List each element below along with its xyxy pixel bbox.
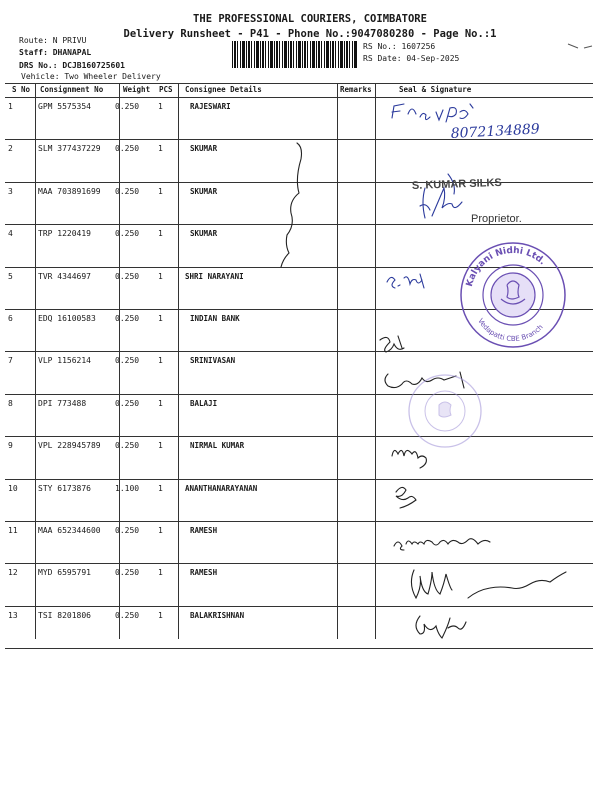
signature-row-10 xyxy=(396,487,416,508)
stamp-proprietor: Proprietor. xyxy=(471,213,522,225)
row-consignee: RAMESH xyxy=(190,568,218,578)
row-weight: 1.100 xyxy=(115,483,140,493)
row-weight: 0.250 xyxy=(115,526,140,535)
row-consignee: NIRMAL KUMAR xyxy=(190,441,245,451)
row-consignee: SKUMAR xyxy=(190,229,218,239)
row-pcs: 1 xyxy=(158,144,163,154)
row-pcs: 1 xyxy=(158,483,163,493)
vehicle-label: Vehicle: Two Wheeler Delivery xyxy=(21,72,161,81)
signature-row-12 xyxy=(411,570,566,598)
row-consignment-no: TVR 4344697 xyxy=(38,271,91,281)
row-weight: 0.250 xyxy=(115,271,140,281)
row-weight: 0.250 xyxy=(115,229,140,239)
row-sno: 3 xyxy=(8,186,13,196)
row-consignee: BALAKRISHNAN xyxy=(190,610,245,620)
row-consignee: SRINIVASAN xyxy=(190,356,236,366)
row-pcs: 1 xyxy=(158,526,163,535)
row-consignment-no: TSI 8201806 xyxy=(38,610,91,620)
signature-row-9 xyxy=(392,450,426,468)
row-weight: 0.250 xyxy=(115,568,140,578)
row-consignee: RAJESWARI xyxy=(190,102,231,111)
row-pcs: 1 xyxy=(158,271,163,281)
drs-label: DRS No.: DCJB160725601 xyxy=(19,61,125,70)
row-sno: 11 xyxy=(8,526,18,535)
row-weight: 0.250 xyxy=(115,398,140,408)
row-consignee: INDIAN BANK xyxy=(190,314,240,323)
row-sno: 9 xyxy=(8,441,13,451)
row-sno: 8 xyxy=(8,398,13,408)
row-pcs: 1 xyxy=(158,102,163,111)
row-consignee: RAMESH xyxy=(190,526,218,535)
row-consignment-no: VLP 1156214 xyxy=(38,356,91,366)
row-consignment-no: SLM 377437229 xyxy=(38,144,101,154)
runsheet-subtitle: Delivery Runsheet - P41 - Phone No.:9047080280 - Page No.:1 xyxy=(123,28,497,40)
row-consignment-no: MAA 703891699 xyxy=(38,186,101,196)
row-sno: 4 xyxy=(8,229,13,239)
row-pcs: 1 xyxy=(158,568,163,578)
signature-row-5 xyxy=(387,274,424,288)
signature-row-8 xyxy=(385,372,464,388)
row-consignee: SKUMAR xyxy=(190,186,218,196)
row-consignee: BALAJI xyxy=(190,398,218,408)
corner-mark xyxy=(568,44,592,48)
row-sno: 12 xyxy=(8,568,18,578)
col-header-weight: Weight xyxy=(123,85,151,94)
row-sno: 7 xyxy=(8,356,13,366)
row-consignment-no: EDQ 16100583 xyxy=(38,314,96,323)
row-weight: 0.250 xyxy=(115,441,140,451)
row-weight: 0.250 xyxy=(115,314,140,323)
row-pcs: 1 xyxy=(158,610,163,620)
row-consignee: SHRI NARAYANI xyxy=(185,271,244,281)
row-weight: 0.250 xyxy=(115,356,140,366)
row-sno: 10 xyxy=(8,483,18,493)
col-header-pcs: PCS xyxy=(159,85,173,94)
row-pcs: 1 xyxy=(158,356,163,366)
rs-number: RS No.: 1607256 xyxy=(363,42,436,51)
row-weight: 0.250 xyxy=(115,144,140,154)
handwritten-phone: 8072134889 xyxy=(450,121,541,142)
row-consignment-no: MYD 6595791 xyxy=(38,568,91,578)
route-label: Route: N PRIVU xyxy=(19,36,87,45)
row-consignment-no: GPM 5575354 xyxy=(38,102,91,111)
row-pcs: 1 xyxy=(158,229,163,239)
row-consignment-no: MAA 652344600 xyxy=(38,526,101,535)
rs-date: RS Date: 04-Sep-2025 xyxy=(363,54,460,63)
row-sno: 2 xyxy=(8,144,13,154)
row-weight: 0.250 xyxy=(115,610,140,620)
signature-row-7 xyxy=(380,336,404,352)
faded-seal xyxy=(409,375,481,447)
signature-line-rows-2-4 xyxy=(281,143,302,267)
row-sno: 13 xyxy=(8,610,18,620)
row-consignee: SKUMAR xyxy=(190,144,218,154)
company-title: THE PROFESSIONAL COURIERS, COIMBATORE xyxy=(193,13,427,25)
row-sno: 5 xyxy=(8,271,13,281)
kalyani-nidhi-seal xyxy=(461,243,565,347)
col-header-consignee: Consignee Details xyxy=(185,85,262,94)
row-pcs: 1 xyxy=(158,314,163,323)
row-pcs: 1 xyxy=(158,186,163,196)
row-pcs: 1 xyxy=(158,441,163,451)
col-header-remarks: Remarks xyxy=(340,85,372,94)
svg-text:Vedapatti CBE Branch: Vedapatti CBE Branch xyxy=(476,317,545,344)
col-header-sno: S No xyxy=(12,85,31,94)
row-consignment-no: STY 6173876 xyxy=(38,483,91,493)
row-consignment-no: DPI 773488 xyxy=(38,398,87,408)
row-consignment-no: VPL 228945789 xyxy=(38,441,101,451)
row-consignment-no: TRP 1220419 xyxy=(38,229,91,239)
signature-row-11 xyxy=(394,539,490,550)
row-weight: 0.250 xyxy=(115,186,140,196)
signature-row-1 xyxy=(392,104,473,122)
col-header-consignment: Consignment No xyxy=(40,85,104,94)
svg-text:Kalyani Nidhi Ltd.: Kalyani Nidhi Ltd. xyxy=(464,245,548,288)
row-weight: 0.250 xyxy=(115,102,140,111)
col-header-seal: Seal & Signature xyxy=(399,85,472,94)
row-pcs: 1 xyxy=(158,398,163,408)
signature-row-13 xyxy=(416,616,466,638)
row-consignee: ANANTHANARAYANAN xyxy=(185,483,258,493)
staff-label: Staff: DHANAPAL xyxy=(19,48,92,57)
stamp-shop-name: S. KUMAR SILKS xyxy=(411,176,502,192)
row-sno: 1 xyxy=(8,102,13,111)
row-sno: 6 xyxy=(8,314,13,323)
